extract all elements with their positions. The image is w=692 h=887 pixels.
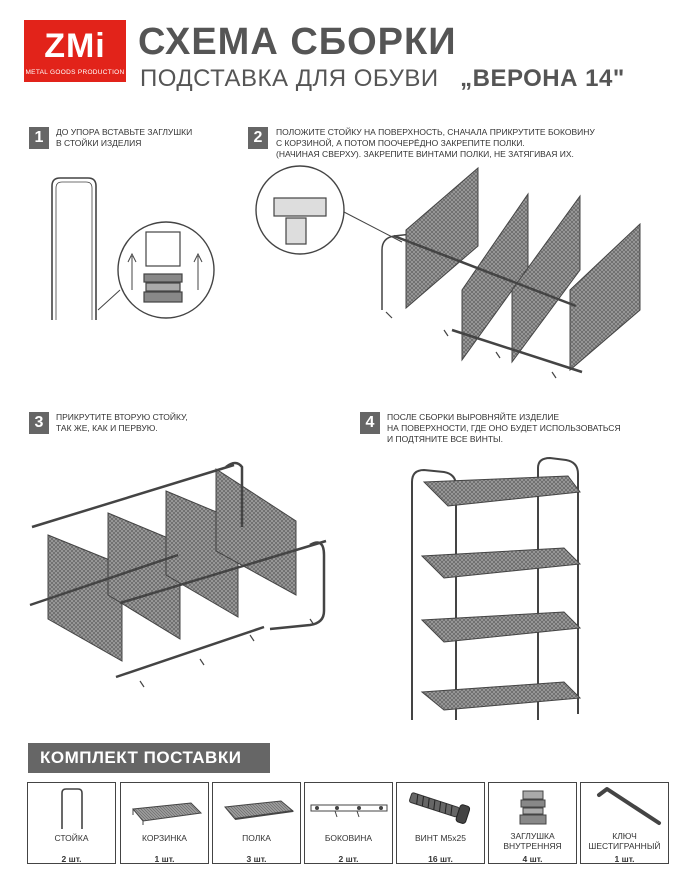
kit-item-qty: 1 шт. xyxy=(614,854,635,864)
kit-item-label xyxy=(489,831,576,851)
step-4-badge: 4 xyxy=(360,412,380,434)
step-3-line-1: ПРИКРУТИТЕ ВТОРУЮ СТОЙКУ, xyxy=(56,412,188,422)
step-1-illustration xyxy=(28,170,218,330)
step-3-badge: 3 xyxy=(29,412,49,434)
subtitle-text: ПОДСТАВКА ДЛЯ ОБУВИ xyxy=(140,65,439,92)
kit-item-label-line-1: ЗАГЛУШКА xyxy=(510,831,555,841)
kit-item-label: БОКОВИНА xyxy=(324,833,373,843)
step-2-text xyxy=(276,127,595,160)
kit-item-label xyxy=(581,831,668,851)
step-1-line-2: В СТОЙКИ ИЗДЕЛИЯ xyxy=(56,138,142,148)
page-title: СХЕМА СБОРКИ xyxy=(138,21,457,63)
step-1-badge: 1 xyxy=(29,127,49,149)
kit-item-label: КОРЗИНКА xyxy=(142,833,187,843)
logo-mark: ZMi xyxy=(44,27,106,65)
kit-item-qty: 3 шт. xyxy=(246,854,267,864)
step-4-illustration xyxy=(404,452,594,727)
kit-item-qty: 16 шт. xyxy=(428,854,453,864)
kit-item-basket xyxy=(120,782,209,864)
kit-item-label: ПОЛКА xyxy=(242,833,271,843)
kit-item-label: СТОЙКА xyxy=(54,833,89,843)
kit-heading: КОМПЛЕКТ ПОСТАВКИ xyxy=(28,743,270,773)
kit-item-label-line-2: ШЕСТИГРАННЫЙ xyxy=(588,841,661,851)
step-3-text xyxy=(56,412,188,434)
step-2-line-3: (НАЧИНАЯ СВЕРХУ). ЗАКРЕПИТЕ ВИНТАМИ ПОЛКИ, НЕ ЗАТЯГИВАЯ ИХ. xyxy=(276,149,574,159)
kit-item-qty: 1 шт. xyxy=(154,854,175,864)
step-3-illustration xyxy=(24,455,334,690)
shelf-icon xyxy=(213,783,302,833)
kit-item-plug xyxy=(488,782,577,864)
step-1-text xyxy=(56,127,192,149)
plug-icon xyxy=(489,783,578,833)
basket-icon xyxy=(121,783,210,833)
step-4-text xyxy=(387,412,621,445)
kit-item-shelf xyxy=(212,782,301,864)
step-4-line-2: НА ПОВЕРХНОСТИ, ГДЕ ОНО БУДЕТ ИСПОЛЬЗОВАТЬСЯ xyxy=(387,423,621,433)
kit-item-label-line-2: ВНУТРЕННЯЯ xyxy=(503,841,562,851)
hex-key-icon xyxy=(581,783,670,833)
brand-logo xyxy=(24,20,126,82)
step-3-line-2: ТАК ЖЕ, КАК И ПЕРВУЮ. xyxy=(56,423,158,433)
kit-item-post xyxy=(27,782,116,864)
step-2-line-2: С КОРЗИНОЙ, А ПОТОМ ПООЧЕРЁДНО ЗАКРЕПИТЕ ПОЛКИ. xyxy=(276,138,525,148)
kit-item-qty: 4 шт. xyxy=(522,854,543,864)
post-icon xyxy=(28,783,117,833)
kit-item-label: ВИНТ М5х25 xyxy=(415,833,466,843)
logo-subtitle: METAL GOODS PRODUCTION xyxy=(25,69,125,76)
step-1-line-1: ДО УПОРА ВСТАВЬТЕ ЗАГЛУШКИ xyxy=(56,127,193,137)
step-4-line-1: ПОСЛЕ СБОРКИ ВЫРОВНЯЙТЕ ИЗДЕЛИЕ xyxy=(387,412,560,422)
product-name: „ВЕРОНА 14" xyxy=(460,65,625,92)
kit-item-qty: 2 шт. xyxy=(61,854,82,864)
kit-item-hex-key xyxy=(580,782,669,864)
step-2-line-1: ПОЛОЖИТЕ СТОЙКУ НА ПОВЕРХНОСТЬ, СНАЧАЛА ПРИКРУТИТЕ БОКОВИНУ xyxy=(276,127,595,137)
kit-item-side-panel xyxy=(304,782,393,864)
step-4-line-3: И ПОДТЯНИТЕ ВСЕ ВИНТЫ. xyxy=(387,434,503,444)
kit-item-label-line-1: КЛЮЧ xyxy=(612,831,637,841)
page-subtitle xyxy=(140,66,625,92)
side-panel-icon xyxy=(305,783,394,833)
step-2-illustration xyxy=(256,160,656,390)
kit-item-qty: 2 шт. xyxy=(338,854,359,864)
step-2-badge: 2 xyxy=(248,127,268,149)
kit-item-screw xyxy=(396,782,485,864)
screw-icon xyxy=(397,783,486,833)
